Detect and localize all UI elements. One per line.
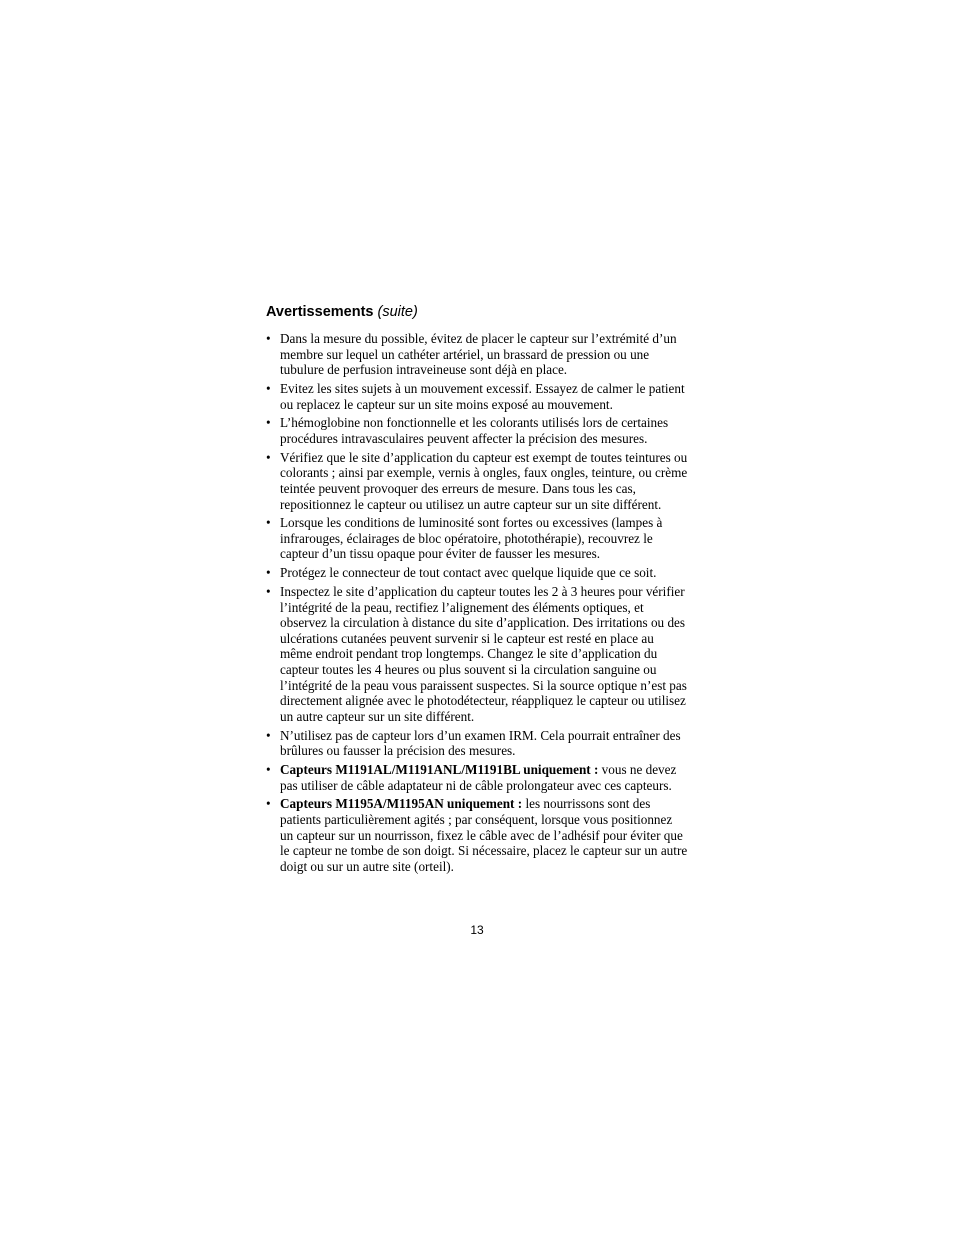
warning-text: Vérifiez que le site d’application du capteur est exempt de toutes teintures ou colorants ; ainsi par exemple, vernis à ongles, faux ongles, teinture, ou crème teintée peuvent provoquer des erreurs de mesure. Dans tous les cas, repositionnez le capteur ou utilisez un autre capteur sur un site différent. (280, 449, 688, 512)
bullet-icon: • (266, 449, 271, 465)
warning-item (266, 331, 688, 378)
page-number: 13 (470, 923, 484, 937)
warning-text: Protégez le connecteur de tout contact avec quelque liquide que ce soit. (280, 565, 657, 581)
bullet-icon: • (266, 415, 271, 431)
bullet-icon: • (266, 796, 271, 812)
bullet-icon: • (266, 584, 271, 600)
warning-text: Evitez les sites sujets à un mouvement excessif. Essayez de calmer le patient ou replacez le capteur sur un site moins exposé au mouvement. (280, 380, 685, 412)
warning-text: L’hémoglobine non fonctionnelle et les colorants utilisés lors de certaines procédures intravasculaires peuvent affecter la précision des mesures. (280, 415, 669, 446)
warning-item (266, 415, 688, 446)
bullet-icon: • (266, 380, 271, 396)
warning-item (266, 584, 688, 724)
warning-lead: Capteurs M1195A/M1195AN uniquement : (280, 796, 523, 812)
bullet-icon: • (266, 565, 271, 581)
warning-text: Inspectez le site d’application du capteur toutes les 2 à 3 heures pour vérifier l’intégrité de la peau, rectifiez l’alignement des éléments optiques, et observez la circulation à distance du site d’application. Des irritations ou des ulcérations cutanées peuvent survenir si le capteur est resté en place au même endroit pendant trop longtemps. Changez le site d’application du capteur toutes les 4 heures ou plus souvent si la circulation sanguine ou l’intégrité de la peau vous paraissent suspectes. Si la source optique n’est pas directement alignée avec le photodétecteur, réappliquez le capteur ou utilisez un autre capteur sur un site différent. (280, 584, 687, 724)
bullet-icon: • (266, 761, 271, 777)
warning-lead: Capteurs M1191AL/M1191ANL/M1191BL uniquement : (280, 761, 599, 777)
section-heading-subtitle: (suite) (377, 304, 418, 320)
warning-item (266, 796, 688, 874)
warning-item (266, 728, 688, 759)
warning-text: N’utilisez pas de capteur lors d’un examen IRM. Cela pourrait entraîner des brûlures ou fausser la précision des mesures. (280, 727, 681, 759)
page-content (266, 302, 688, 877)
warning-text: vous ne devez pas utiliser de câble adaptateur ni de câble prolongateur avec ces capteurs. (280, 761, 677, 793)
section-heading-title: Avertissements (266, 304, 374, 320)
warning-text: Lorsque les conditions de luminosité sont fortes ou excessives (lampes à infrarouges, éclairages de bloc opératoire, photothérapie), recouvrez le capteur d’un tissu opaque pour éviter de fausser les mesures. (280, 515, 663, 562)
section-heading (266, 302, 688, 322)
bullet-icon: • (266, 331, 271, 346)
warning-item (266, 762, 688, 793)
warning-item (266, 565, 688, 581)
warnings-list (266, 331, 688, 874)
warning-item (266, 450, 688, 512)
warning-text: Dans la mesure du possible, évitez de placer le capteur sur l’extrémité d’un membre sur lequel un cathéter artériel, un brassard de pression ou une tubulure de perfusion intraveineuse sont déjà en place. (280, 331, 677, 378)
bullet-icon: • (266, 515, 271, 531)
warning-text: les nourrissons sont des patients particulièrement agités ; par conséquent, lorsque vous positionnez un capteur sur un nourrisson, fixez le câble avec de l’adhésif pour éviter que le capteur ne tombe de son doigt. Si nécessaire, placez le capteur sur un autre doigt ou sur un autre site (orteil). (280, 796, 688, 874)
warning-item (266, 515, 688, 562)
bullet-icon: • (266, 727, 271, 743)
warning-item (266, 381, 688, 412)
